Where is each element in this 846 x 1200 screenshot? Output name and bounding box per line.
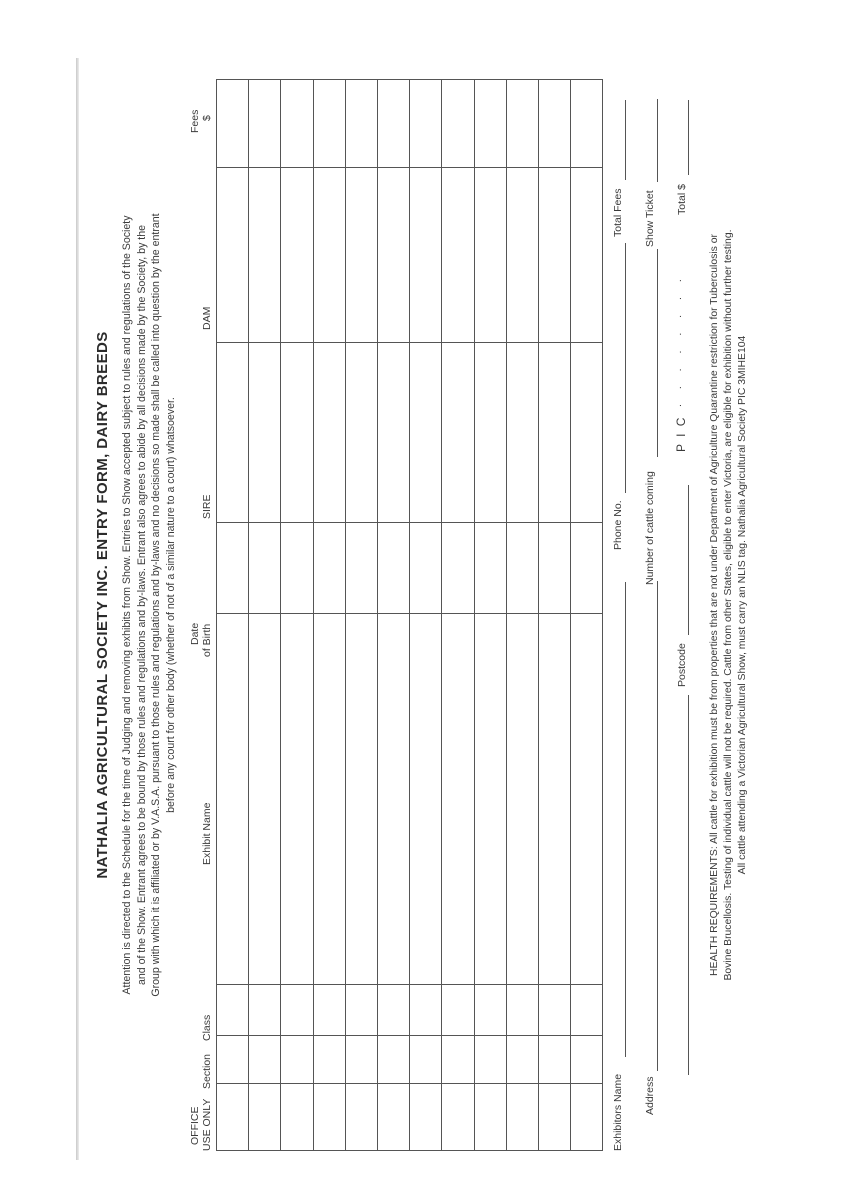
table-row [410,80,442,1151]
health-line: HEALTH REQUIREMENTS: All cattle for exhibition must be from properties that are not under Department of Agriculture Quarantine restriction for Tuberculosis or [709,234,720,976]
table-row [538,80,570,1151]
cell-section[interactable] [313,1036,345,1083]
cell-exhibit-name[interactable] [506,614,538,984]
table-row [442,80,474,1151]
intro-paragraph [120,59,178,1151]
cell-section[interactable] [474,1036,506,1083]
cell-exhibit-name[interactable] [442,614,474,984]
cell-dam[interactable] [506,168,538,343]
cell-exhibit-name[interactable] [313,614,345,984]
cell-date-of-birth[interactable] [506,522,538,613]
cell-sire[interactable] [377,343,409,523]
cell-sire[interactable] [217,343,249,523]
cell-class[interactable] [313,984,345,1036]
exhibitors-name-label: Exhibitors Name [612,1073,624,1151]
cell-section[interactable] [571,1036,603,1083]
show-ticket-field[interactable] [657,99,658,182]
cell-exhibit-name[interactable] [345,614,377,984]
table-row [345,80,377,1151]
header-class: Class [201,1014,213,1041]
cell-dam[interactable] [217,168,249,343]
cell-class[interactable] [474,984,506,1036]
cell-dam[interactable] [474,168,506,343]
header-sire: SIRE [201,494,213,519]
cell-date-of-birth[interactable] [249,522,281,613]
header-exhibit-name: Exhibit Name [201,802,213,865]
cell-office[interactable] [313,1083,345,1150]
header-dam: DAM [201,306,213,330]
table-row [249,80,281,1151]
intro-line: Attention is directed to the Schedule for the time of Judging and removing exhibits from Show. Entries to Show accepted subject to rules and regulations of the Society [121,215,133,995]
table-row [217,80,249,1151]
cell-office[interactable] [410,1083,442,1150]
cell-date-of-birth[interactable] [538,522,570,613]
cell-office[interactable] [474,1083,506,1150]
address-label: Address [644,1076,656,1115]
phone-no-field[interactable] [625,243,626,493]
cell-fees[interactable] [506,80,538,168]
cell-sire[interactable] [281,343,313,523]
entry-form-sheet [84,45,764,1165]
cell-section[interactable] [538,1036,570,1083]
exhibitors-name-field[interactable] [625,582,626,1057]
entries-table [216,79,603,1151]
header-dollar: $ [201,115,213,121]
cell-class[interactable] [538,984,570,1036]
pic-label: P I C [674,415,688,452]
cell-exhibit-name[interactable] [377,614,409,984]
cell-exhibit-name[interactable] [571,614,603,984]
cell-dam[interactable] [410,168,442,343]
cell-fees[interactable] [571,80,603,168]
cell-fees[interactable] [281,80,313,168]
cell-date-of-birth[interactable] [281,522,313,613]
cattle-count-label: Number of cattle coming [644,471,656,585]
cattle-count-field[interactable] [657,249,658,457]
show-ticket-label: Show Ticket [644,190,656,247]
cell-date-of-birth[interactable] [474,522,506,613]
health-requirements [708,55,750,1155]
health-line: Bovine Brucellosis. Testing of individual cattle will not be required. Cattle from other States, eligible to enter Victoria, are eligible for exhibition without further testing. [723,229,734,981]
cell-section[interactable] [281,1036,313,1083]
total-fees-label: Total Fees [612,188,624,237]
header-fees: Fees [189,109,201,133]
cell-class[interactable] [410,984,442,1036]
header-use-only: USE ONLY [201,1098,213,1151]
cell-date-of-birth[interactable] [217,522,249,613]
cell-class[interactable] [377,984,409,1036]
cell-class[interactable] [281,984,313,1036]
pic-boxes[interactable]: . . . . . . . . [672,273,684,407]
cell-date-of-birth[interactable] [410,522,442,613]
cell-fees[interactable] [217,80,249,168]
cell-sire[interactable] [474,343,506,523]
cell-class[interactable] [571,984,603,1036]
cell-sire[interactable] [313,343,345,523]
cell-office[interactable] [281,1083,313,1150]
cell-dam[interactable] [313,168,345,343]
cell-exhibit-name[interactable] [249,614,281,984]
form-title: NATHALIA AGRICULTURAL SOCIETY INC. ENTRY FORM, DAIRY BREEDS [94,331,111,879]
cell-date-of-birth[interactable] [313,522,345,613]
cell-date-of-birth[interactable] [442,522,474,613]
intro-line: before any court for other body (whether of not of a similar nature to a court) whatsoever. [164,397,177,813]
intro-line: and of the Show. Entrant agrees to be bound by those rules and regulations and by-laws. Entrant also agrees to abide by all decisions made by the Society, by the [135,224,148,986]
cell-section[interactable] [506,1036,538,1083]
cell-sire[interactable] [345,343,377,523]
cell-date-of-birth[interactable] [377,522,409,613]
health-line: All cattle attending a Victorian Agricultural Show, must carry an NLIS tag. Nathalia Agricultural Society PIC 3MIHE104 [737,335,748,875]
postcode-field[interactable] [688,695,689,1075]
table-row [506,80,538,1151]
cell-section[interactable] [377,1036,409,1083]
cell-fees[interactable] [345,80,377,168]
cell-dam[interactable] [571,168,603,343]
cell-dam[interactable] [442,168,474,343]
cell-dam[interactable] [538,168,570,343]
cell-exhibit-name[interactable] [281,614,313,984]
cell-class[interactable] [442,984,474,1036]
cell-office[interactable] [506,1083,538,1150]
cell-sire[interactable] [249,343,281,523]
cell-sire[interactable] [538,343,570,523]
scan-edge [76,58,79,1160]
cell-fees[interactable] [313,80,345,168]
cell-office[interactable] [538,1083,570,1150]
cell-section[interactable] [345,1036,377,1083]
cell-class[interactable] [249,984,281,1036]
header-office: OFFICE [189,1106,201,1145]
cell-class[interactable] [345,984,377,1036]
cell-sire[interactable] [442,343,474,523]
cell-date-of-birth[interactable] [345,522,377,613]
intro-line: Group with which it is affiliated or by V.A.S.A. pursuant to those rules and regulations and by-laws and no decisions so made shall be called into question by the entrant [150,213,162,997]
cell-dam[interactable] [281,168,313,343]
cell-office[interactable] [442,1083,474,1150]
cell-section[interactable] [249,1036,281,1083]
address-field[interactable] [657,581,658,1071]
table-row [377,80,409,1151]
cell-fees[interactable] [377,80,409,168]
table-row [281,80,313,1151]
header-section: Section [201,1053,213,1089]
postcode-label: Postcode [676,643,688,687]
cell-section[interactable] [217,1036,249,1083]
cell-dam[interactable] [377,168,409,343]
cell-fees[interactable] [442,80,474,168]
cell-class[interactable] [506,984,538,1036]
cell-dam[interactable] [345,168,377,343]
cell-office[interactable] [571,1083,603,1150]
cell-class[interactable] [217,984,249,1036]
cell-fees[interactable] [538,80,570,168]
cell-dam[interactable] [249,168,281,343]
table-row [571,80,603,1151]
cell-office[interactable] [377,1083,409,1150]
cell-sire[interactable] [410,343,442,523]
cell-exhibit-name[interactable] [410,614,442,984]
cell-office[interactable] [345,1083,377,1150]
cell-fees[interactable] [474,80,506,168]
cell-sire[interactable] [571,343,603,523]
cell-section[interactable] [410,1036,442,1083]
header-of-birth: of Birth [201,623,213,657]
total-field[interactable] [688,100,689,175]
cell-fees[interactable] [410,80,442,168]
cell-section[interactable] [442,1036,474,1083]
table-row [313,80,345,1151]
total-label: Total $ [676,184,688,215]
cell-exhibit-name[interactable] [538,614,570,984]
phone-no-label: Phone No. [612,500,624,550]
table-row [474,80,506,1151]
cell-office[interactable] [217,1083,249,1150]
total-fees-field[interactable] [625,100,626,180]
cell-sire[interactable] [506,343,538,523]
cell-exhibit-name[interactable] [217,614,249,984]
cell-exhibit-name[interactable] [474,614,506,984]
header-date: Date [189,622,201,645]
cell-date-of-birth[interactable] [571,522,603,613]
cell-office[interactable] [249,1083,281,1150]
postcode-line[interactable] [688,485,689,635]
cell-fees[interactable] [249,80,281,168]
